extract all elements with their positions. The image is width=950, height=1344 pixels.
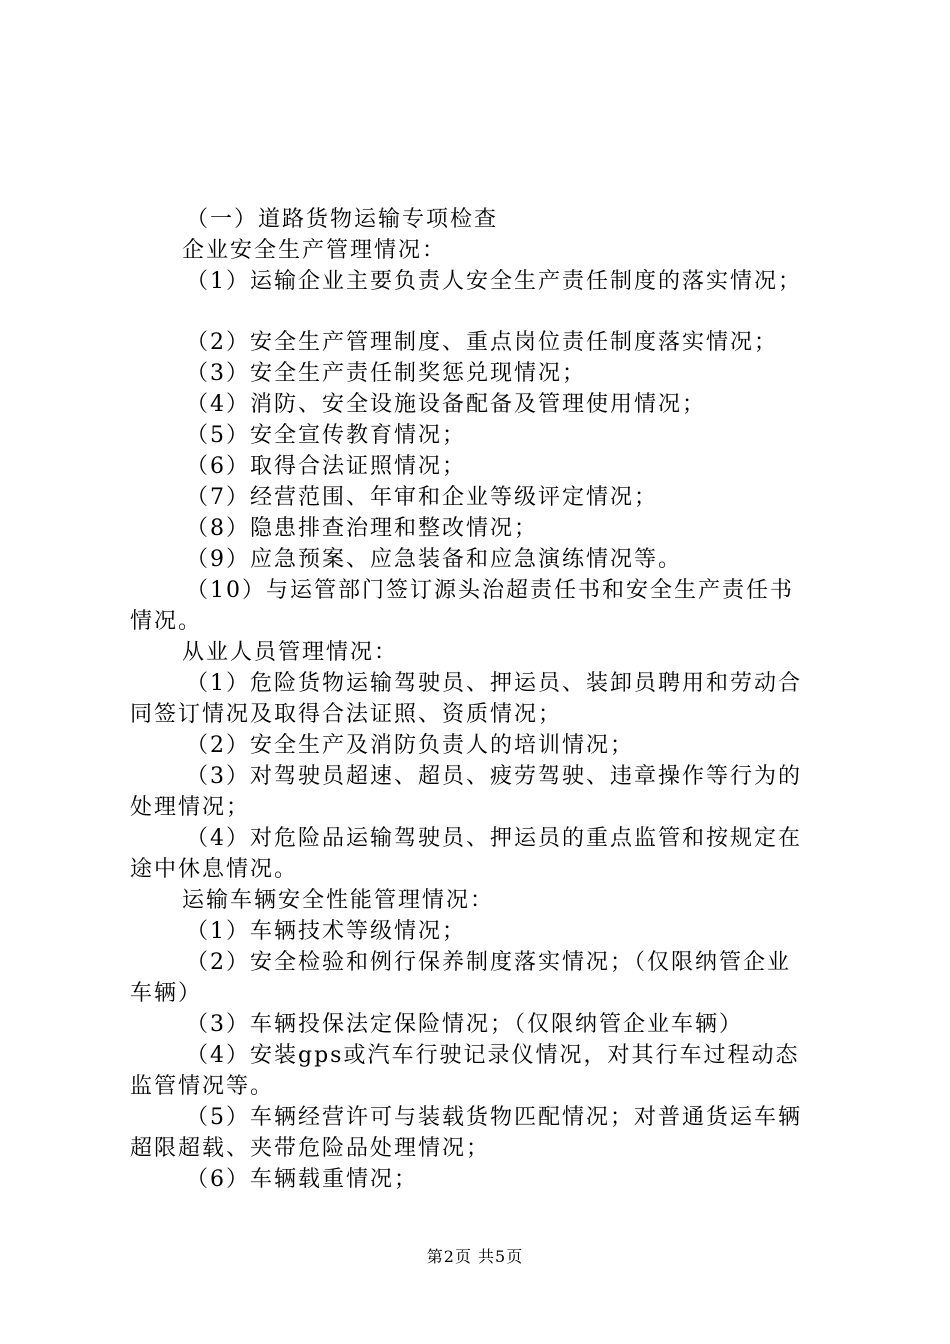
list-item: （2）安全生产及消防负责人的培训情况； [186,733,634,758]
list-item: （3）车辆投保法定保险情况；（仅限纳管企业车辆） [186,1012,743,1037]
list-item-continuation: 车辆） [130,981,203,1006]
list-item: （4）消防、安全设施设备配备及管理使用情况； [186,392,706,417]
list-item-continuation: 处理情况； [130,795,251,820]
list-item-continuation: 途中休息情况。 [130,857,299,882]
list-item: （9）应急预案、应急装备和应急演练情况等。 [186,547,682,572]
list-item: （5）车辆经营许可与装载货物匹配情况；对普通货运车辆 [186,1105,802,1130]
list-item: （7）经营范围、年审和企业等级评定情况； [186,485,658,510]
list-item: （4）对危险品运输驾驶员、押运员的重点监管和按规定在 [186,826,802,851]
subheading-vehicles: 运输车辆安全性能管理情况： [182,888,495,913]
subheading-personnel: 从业人员管理情况： [182,640,399,665]
list-item: （3）安全生产责任制奖惩兑现情况； [186,361,586,386]
list-item: （1）车辆技术等级情况； [186,919,466,944]
list-item: （1）运输企业主要负责人安全生产责任制度的落实情况； [186,269,802,294]
page-number-footer: 第2页 共5页 [426,1247,524,1266]
list-item: （2）安全生产管理制度、重点岗位责任制度落实情况； [186,330,778,355]
list-item: （10）与运管部门签订源头治超责任书和安全生产责任书 [186,578,794,603]
list-item: （5）安全宣传教育情况； [186,423,466,448]
list-item: （8）隐患排查治理和整改情况； [186,516,538,541]
list-item-continuation: 同签订情况及取得合法证照、资质情况； [130,702,563,727]
document-body [130,204,830,1195]
list-item: （6）取得合法证照情况； [186,454,466,479]
list-item: （3）对驾驶员超速、超员、疲劳驾驶、违章操作等行为的 [186,764,802,789]
spacer [130,297,830,327]
list-item-continuation: 超限超载、夹带危险品处理情况； [130,1136,491,1161]
list-item: （2）安全检验和例行保养制度落实情况；（仅限纳管企业 [186,950,791,975]
section-heading: （一）道路货物运输专项检查 [186,207,499,232]
list-item: （1）危险货物运输驾驶员、押运员、装卸员聘用和劳动合 [186,671,802,696]
list-item-continuation: 情况。 [130,609,203,634]
list-item: （4）安装gps或汽车行驶记录仪情况，对其行车过程动态 [186,1043,800,1068]
list-item: （6）车辆载重情况； [186,1167,418,1192]
list-item-continuation: 监管情况等。 [130,1074,275,1099]
subheading-enterprise: 企业安全生产管理情况： [182,238,447,263]
